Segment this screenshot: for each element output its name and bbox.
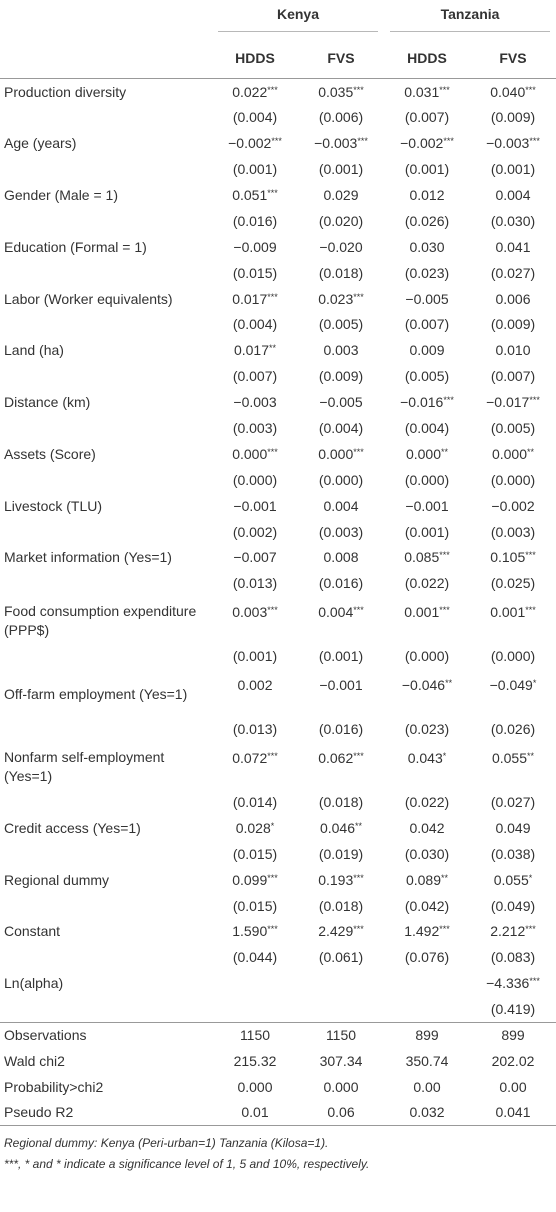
value-cell: (0.042)	[404, 897, 450, 914]
value-cell: 2.429***	[318, 923, 364, 940]
value-cell: 0.017***	[232, 290, 278, 307]
value-cell: −0.003***	[486, 135, 540, 152]
table-row	[0, 104, 556, 130]
row-label: Market information (Yes=1)	[4, 549, 172, 566]
value-cell: 0.099***	[232, 871, 278, 888]
value-cell: (0.013)	[232, 575, 278, 592]
value-cell: (0.016)	[318, 575, 364, 592]
value-cell: −0.020	[319, 238, 363, 255]
row-label	[0, 716, 212, 742]
table-row	[0, 1100, 556, 1126]
value-cell: (0.000)	[404, 471, 450, 488]
value-cell: (0.025)	[490, 575, 536, 592]
table-header	[0, 0, 556, 79]
row-label: Food consumption expenditure (PPP$)	[4, 603, 197, 639]
value-cell	[298, 970, 384, 996]
row-label	[0, 363, 212, 389]
table-row	[0, 789, 556, 815]
table-row	[0, 1022, 556, 1048]
value-cell: 1.492***	[404, 923, 450, 940]
col-header-tanzania-hdds: HDDS	[407, 50, 447, 66]
value-cell: (0.001)	[318, 161, 364, 178]
value-cell: 215.32	[233, 1052, 277, 1069]
value-cell: 0.051***	[232, 187, 278, 203]
value-cell: (0.023)	[404, 721, 450, 738]
value-cell: (0.000)	[404, 648, 450, 665]
value-cell: 350.74	[405, 1052, 449, 1069]
value-cell: 1150	[298, 1022, 384, 1048]
row-label: Labor (Worker equivalents)	[4, 290, 173, 307]
row-label	[0, 467, 212, 493]
value-cell: (0.015)	[232, 897, 278, 914]
row-label: Education (Formal = 1)	[4, 238, 147, 255]
value-cell: 0.000**	[405, 445, 449, 462]
value-cell: −0.005	[319, 394, 363, 411]
value-cell: (0.007)	[404, 316, 450, 333]
table-row	[0, 182, 556, 208]
table-row	[0, 996, 556, 1022]
value-cell: −0.009	[233, 238, 277, 255]
value-cell: −0.005	[405, 290, 449, 307]
table-row	[0, 312, 556, 338]
row-label	[0, 208, 212, 234]
value-cell: (0.005)	[404, 368, 450, 385]
value-cell: −0.002***	[400, 135, 454, 152]
value-cell: 0.035***	[318, 83, 364, 100]
value-cell: 2.212***	[490, 923, 536, 940]
table-row	[0, 841, 556, 867]
value-cell: (0.007)	[490, 368, 536, 385]
value-cell: (0.001)	[232, 648, 278, 665]
country-header-row	[0, 0, 556, 38]
value-cell: 0.030	[409, 238, 445, 255]
value-cell: 1150	[212, 1022, 298, 1048]
value-cell: 0.072***	[232, 750, 278, 767]
value-cell: (0.009)	[490, 316, 536, 333]
value-cell: 202.02	[491, 1052, 535, 1069]
row-label: Ln(alpha)	[4, 975, 64, 992]
value-cell: 0.022***	[232, 83, 278, 100]
value-cell: 0.002	[237, 677, 273, 694]
value-cell: 0.043*	[407, 750, 447, 767]
value-cell: 0.00	[413, 1078, 441, 1095]
value-cell: 0.004***	[318, 604, 364, 621]
col-header-tanzania-fvs: FVS	[499, 50, 527, 66]
value-cell: 0.062***	[318, 750, 364, 767]
row-label: Livestock (TLU)	[4, 497, 103, 514]
value-cell: (0.004)	[232, 109, 278, 126]
value-cell: 0.023***	[318, 290, 364, 307]
row-label	[0, 643, 212, 669]
value-cell: (0.007)	[232, 368, 278, 385]
table-row	[0, 493, 556, 519]
value-cell: −4.336***	[486, 975, 540, 992]
value-cell: (0.020)	[318, 212, 364, 229]
value-cell: (0.003)	[232, 420, 278, 437]
value-cell: −0.001	[405, 497, 449, 514]
value-cell: 0.017**	[233, 342, 277, 359]
value-cell: (0.083)	[490, 949, 536, 966]
value-cell: (0.018)	[318, 897, 364, 914]
row-label	[0, 944, 212, 970]
value-cell: (0.013)	[232, 721, 278, 738]
value-cell: (0.022)	[404, 794, 450, 811]
row-label: Regional dummy	[4, 871, 110, 888]
value-cell: 0.089**	[405, 871, 449, 888]
value-cell: (0.004)	[232, 316, 278, 333]
row-label: Constant	[4, 923, 61, 940]
table-body	[0, 79, 556, 1126]
value-cell: 0.000	[237, 1078, 273, 1095]
value-cell: −0.017***	[486, 394, 540, 411]
col-header-kenya-hdds: HDDS	[235, 50, 275, 66]
value-cell: 0.004	[495, 187, 531, 203]
tanzania-group-header: Tanzania	[384, 0, 556, 38]
value-cell: 0.01	[212, 1100, 298, 1126]
row-label: Observations	[0, 1022, 212, 1048]
value-cell: 307.34	[319, 1052, 363, 1069]
value-cell: (0.023)	[404, 264, 450, 281]
row-label: Age (years)	[4, 135, 77, 152]
value-cell: −0.046**	[401, 677, 453, 694]
value-cell: 0.055*	[493, 871, 533, 888]
value-cell: 0.040***	[490, 83, 536, 100]
value-cell: (0.061)	[318, 949, 364, 966]
value-cell: 0.041	[495, 238, 531, 255]
row-label	[0, 570, 212, 596]
value-cell: −0.003	[233, 394, 277, 411]
table-row	[0, 716, 556, 742]
value-cell	[384, 970, 470, 996]
table-row	[0, 130, 556, 156]
row-label	[0, 156, 212, 182]
value-cell: 0.006	[495, 290, 531, 307]
table-notes	[0, 1126, 556, 1175]
value-cell: (0.009)	[490, 109, 536, 126]
table-row	[0, 260, 556, 286]
table-row	[0, 441, 556, 467]
table-row	[0, 1074, 556, 1100]
row-label: Distance (km)	[4, 394, 91, 411]
value-cell: (0.006)	[318, 109, 364, 126]
row-label: Nonfarm self-employment (Yes=1)	[4, 749, 165, 785]
value-cell: (0.038)	[490, 845, 536, 862]
table-row	[0, 570, 556, 596]
table-row	[0, 1048, 556, 1074]
table-row	[0, 467, 556, 493]
value-cell: 0.105***	[490, 549, 536, 566]
value-cell: 0.000**	[491, 445, 535, 462]
value-cell: 0.010	[495, 342, 531, 359]
row-label	[0, 519, 212, 545]
value-cell: (0.001)	[404, 161, 450, 178]
value-cell: 899	[470, 1022, 556, 1048]
table-row	[0, 669, 556, 716]
value-cell: 1.590***	[232, 923, 278, 940]
value-cell: (0.000)	[232, 471, 278, 488]
value-cell: (0.419)	[490, 1000, 536, 1017]
value-cell: 0.001***	[490, 604, 536, 621]
value-cell: 0.046**	[319, 819, 363, 836]
value-cell	[212, 996, 298, 1022]
row-label: Off-farm employment (Yes=1)	[4, 685, 188, 702]
value-cell: −0.001	[233, 497, 277, 514]
value-cell: (0.002)	[232, 523, 278, 540]
value-cell: 0.055**	[491, 750, 535, 767]
value-cell: −0.002***	[228, 135, 282, 152]
row-label: Land (ha)	[4, 342, 64, 359]
value-cell: −0.001	[319, 677, 363, 694]
value-cell: (0.022)	[404, 575, 450, 592]
value-cell: (0.000)	[318, 471, 364, 488]
value-cell: 0.049	[495, 819, 531, 836]
value-cell: (0.076)	[404, 949, 450, 966]
value-cell: (0.030)	[490, 212, 536, 229]
value-cell: (0.015)	[232, 845, 278, 862]
table-row	[0, 596, 556, 643]
kenya-group-header: Kenya	[212, 0, 384, 38]
value-cell: 0.042	[409, 819, 445, 836]
value-cell: (0.007)	[404, 109, 450, 126]
value-cell: −0.002	[491, 497, 535, 514]
value-cell: 899	[384, 1022, 470, 1048]
row-label	[0, 415, 212, 441]
value-cell: (0.027)	[490, 264, 536, 281]
table-row	[0, 519, 556, 545]
value-cell	[212, 970, 298, 996]
value-cell: 0.000***	[318, 445, 364, 462]
note-regional-dummy: Regional dummy: Kenya (Peri-urban=1) Tanzania (Kilosa=1).	[4, 1136, 329, 1151]
value-cell: (0.009)	[318, 368, 364, 385]
row-label	[0, 104, 212, 130]
value-cell: (0.004)	[318, 420, 364, 437]
value-cell: 0.028*	[235, 819, 275, 836]
table-row	[0, 545, 556, 571]
value-cell: −0.016***	[400, 394, 454, 411]
note-significance: ***, * and * indicate a significance level of 1, 5 and 10%, respectively.	[4, 1157, 370, 1172]
value-cell: 0.031***	[404, 83, 450, 100]
value-cell: 0.029	[323, 187, 359, 203]
value-cell: 0.001***	[404, 604, 450, 621]
value-cell: (0.026)	[490, 721, 536, 738]
row-label	[0, 893, 212, 919]
value-cell: 0.003	[323, 342, 359, 359]
value-cell: 0.00	[499, 1078, 527, 1095]
value-cell: 0.06	[298, 1100, 384, 1126]
row-label: Assets (Score)	[4, 445, 96, 462]
value-cell: (0.018)	[318, 794, 364, 811]
row-label	[0, 789, 212, 815]
table-row	[0, 893, 556, 919]
row-label	[0, 841, 212, 867]
row-label: Gender (Male = 1)	[4, 187, 118, 203]
table-row	[0, 208, 556, 234]
table-row	[0, 867, 556, 893]
value-cell: (0.027)	[490, 794, 536, 811]
value-cell: (0.001)	[232, 161, 278, 178]
table-row	[0, 286, 556, 312]
row-label	[0, 996, 212, 1022]
value-cell: 0.012	[409, 187, 445, 203]
row-label: Probability>chi2	[4, 1078, 104, 1095]
header-blank	[0, 0, 212, 38]
table-row	[0, 970, 556, 996]
value-cell: (0.026)	[404, 212, 450, 229]
table-row	[0, 944, 556, 970]
value-cell: (0.003)	[490, 523, 536, 540]
row-label: Wald chi2	[4, 1052, 65, 1069]
value-cell	[384, 996, 470, 1022]
row-label	[0, 312, 212, 338]
value-cell: 0.009	[409, 342, 445, 359]
row-label: Production diversity	[4, 83, 127, 100]
value-cell: 0.000***	[232, 445, 278, 462]
row-label: Credit access (Yes=1)	[4, 819, 141, 836]
value-cell: −0.049*	[489, 677, 537, 694]
value-cell: (0.019)	[318, 845, 364, 862]
column-header-row	[0, 38, 556, 79]
col-header-kenya-fvs: FVS	[327, 50, 355, 66]
table-row	[0, 234, 556, 260]
value-cell: 0.004	[323, 497, 359, 514]
value-cell: (0.001)	[490, 161, 536, 178]
value-cell: 0.041	[470, 1100, 556, 1126]
table-row	[0, 337, 556, 363]
header-blank	[0, 38, 212, 79]
value-cell: (0.003)	[318, 523, 364, 540]
value-cell: 0.003***	[232, 604, 278, 621]
value-cell: (0.016)	[232, 212, 278, 229]
value-cell: (0.049)	[490, 897, 536, 914]
value-cell: (0.005)	[318, 316, 364, 333]
value-cell: 0.032	[384, 1100, 470, 1126]
value-cell: 0.000	[323, 1078, 359, 1095]
value-cell: (0.001)	[404, 523, 450, 540]
value-cell: 0.085***	[404, 549, 450, 566]
value-cell: 0.193***	[318, 871, 364, 888]
value-cell: (0.044)	[232, 949, 278, 966]
value-cell	[298, 996, 384, 1022]
table-row	[0, 363, 556, 389]
value-cell: (0.030)	[404, 845, 450, 862]
value-cell: (0.018)	[318, 264, 364, 281]
value-cell: (0.005)	[490, 420, 536, 437]
value-cell: 0.008	[323, 549, 359, 566]
table-row	[0, 156, 556, 182]
value-cell: (0.000)	[490, 648, 536, 665]
value-cell: −0.007	[233, 549, 277, 566]
value-cell: (0.004)	[404, 420, 450, 437]
table-row	[0, 415, 556, 441]
table-row	[0, 815, 556, 841]
value-cell: (0.000)	[490, 471, 536, 488]
row-label	[0, 260, 212, 286]
row-label: Pseudo R2	[0, 1100, 212, 1126]
table-row	[0, 79, 556, 105]
table-row	[0, 643, 556, 669]
value-cell: (0.015)	[232, 264, 278, 281]
value-cell: −0.003***	[314, 135, 368, 152]
value-cell: (0.016)	[318, 721, 364, 738]
value-cell: (0.014)	[232, 794, 278, 811]
table-row	[0, 742, 556, 789]
table-row	[0, 919, 556, 945]
table-row	[0, 389, 556, 415]
value-cell: (0.001)	[318, 648, 364, 665]
